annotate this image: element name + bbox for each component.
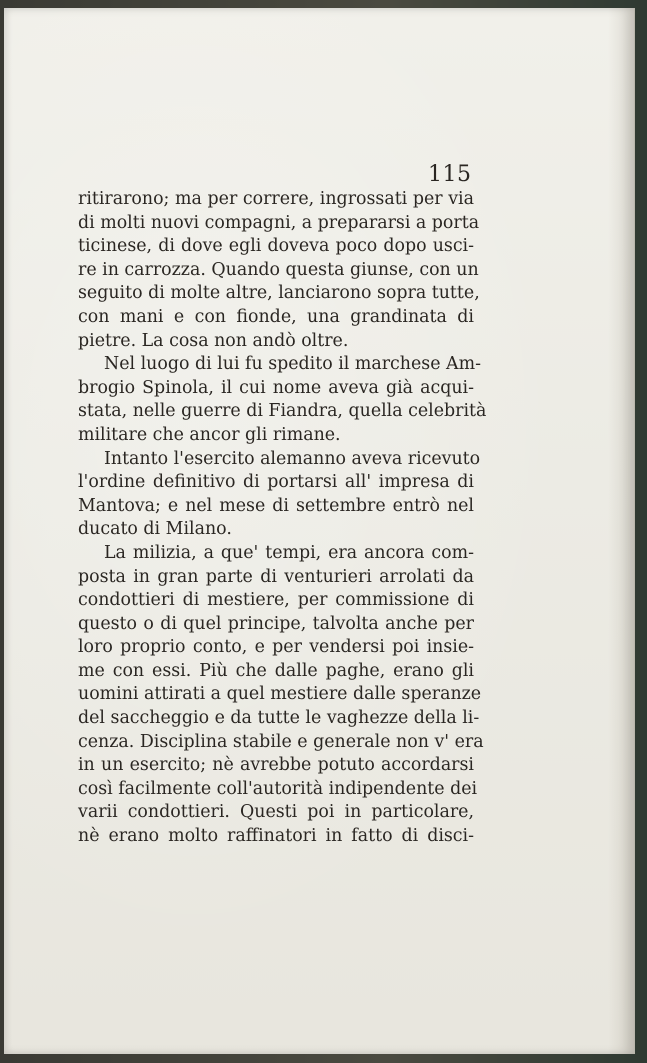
text-line: posta in gran parte di venturieri arrolati da [78, 566, 474, 587]
text-line: varii condottieri. Questi poi in particolare, [78, 802, 474, 823]
text-line: ducato di Milano. [78, 519, 232, 540]
text-line: ticinese, di dove egli doveva poco dopo usci- [78, 236, 474, 257]
text-line: così facilmente coll'autorità indipendente dei [78, 778, 478, 799]
text-line: in un esercito; nè avrebbe potuto accordarsi [78, 755, 474, 776]
text-line: l'ordine definitivo di portarsi all' impresa di [78, 472, 474, 493]
text-line: militare che ancor gli rimane. [78, 424, 341, 445]
text-line: uomini attirati a quel mestiere dalle speranze [78, 684, 482, 705]
text-line: Intanto l'esercito alemanno aveva ricevuto [104, 448, 481, 469]
text-line: re in carrozza. Quando questa giunse, con un [78, 259, 479, 280]
text-line: Mantova; e nel mese di settembre entrò nel [78, 495, 474, 516]
page-gutter-shadow [608, 8, 634, 1054]
text-line: stata, nelle guerre di Fiandra, quella celebrità [78, 401, 487, 422]
text-line: di molti nuovi compagni, a prepararsi a porta [78, 212, 480, 233]
text-line: pietre. La cosa non andò oltre. [78, 330, 349, 351]
text-line: cenza. Disciplina stabile e generale non v' era [78, 731, 484, 752]
body-text [78, 188, 487, 849]
text-line: seguito di molte altre, lanciarono sopra tutte, [78, 283, 480, 304]
text-line: La milizia, a que' tempi, era ancora com- [104, 542, 474, 563]
text-line: ritirarono; ma per correre, ingrossati per via [78, 189, 474, 209]
text-line: brogio Spinola, il cui nome aveva già acqui- [78, 377, 474, 398]
text-line: condottieri di mestiere, per commissione di [78, 590, 474, 611]
text-line: loro proprio conto, e per vendersi poi insie- [78, 637, 474, 658]
book-page [4, 8, 635, 1054]
page-number: 115 [428, 162, 472, 187]
text-line: questo o di quel principe, talvolta anche per [78, 613, 474, 634]
text-line: del saccheggio e da tutte le vaghezze della li- [78, 708, 480, 729]
text-line: me con essi. Più che dalle paghe, erano gli [78, 660, 474, 681]
text-line: con mani e con fionde, una grandinata di [78, 306, 474, 327]
text-line: nè erano molto raffinatori in fatto di disci- [78, 826, 474, 847]
text-line: Nel luogo di lui fu spedito il marchese Am- [104, 354, 481, 375]
